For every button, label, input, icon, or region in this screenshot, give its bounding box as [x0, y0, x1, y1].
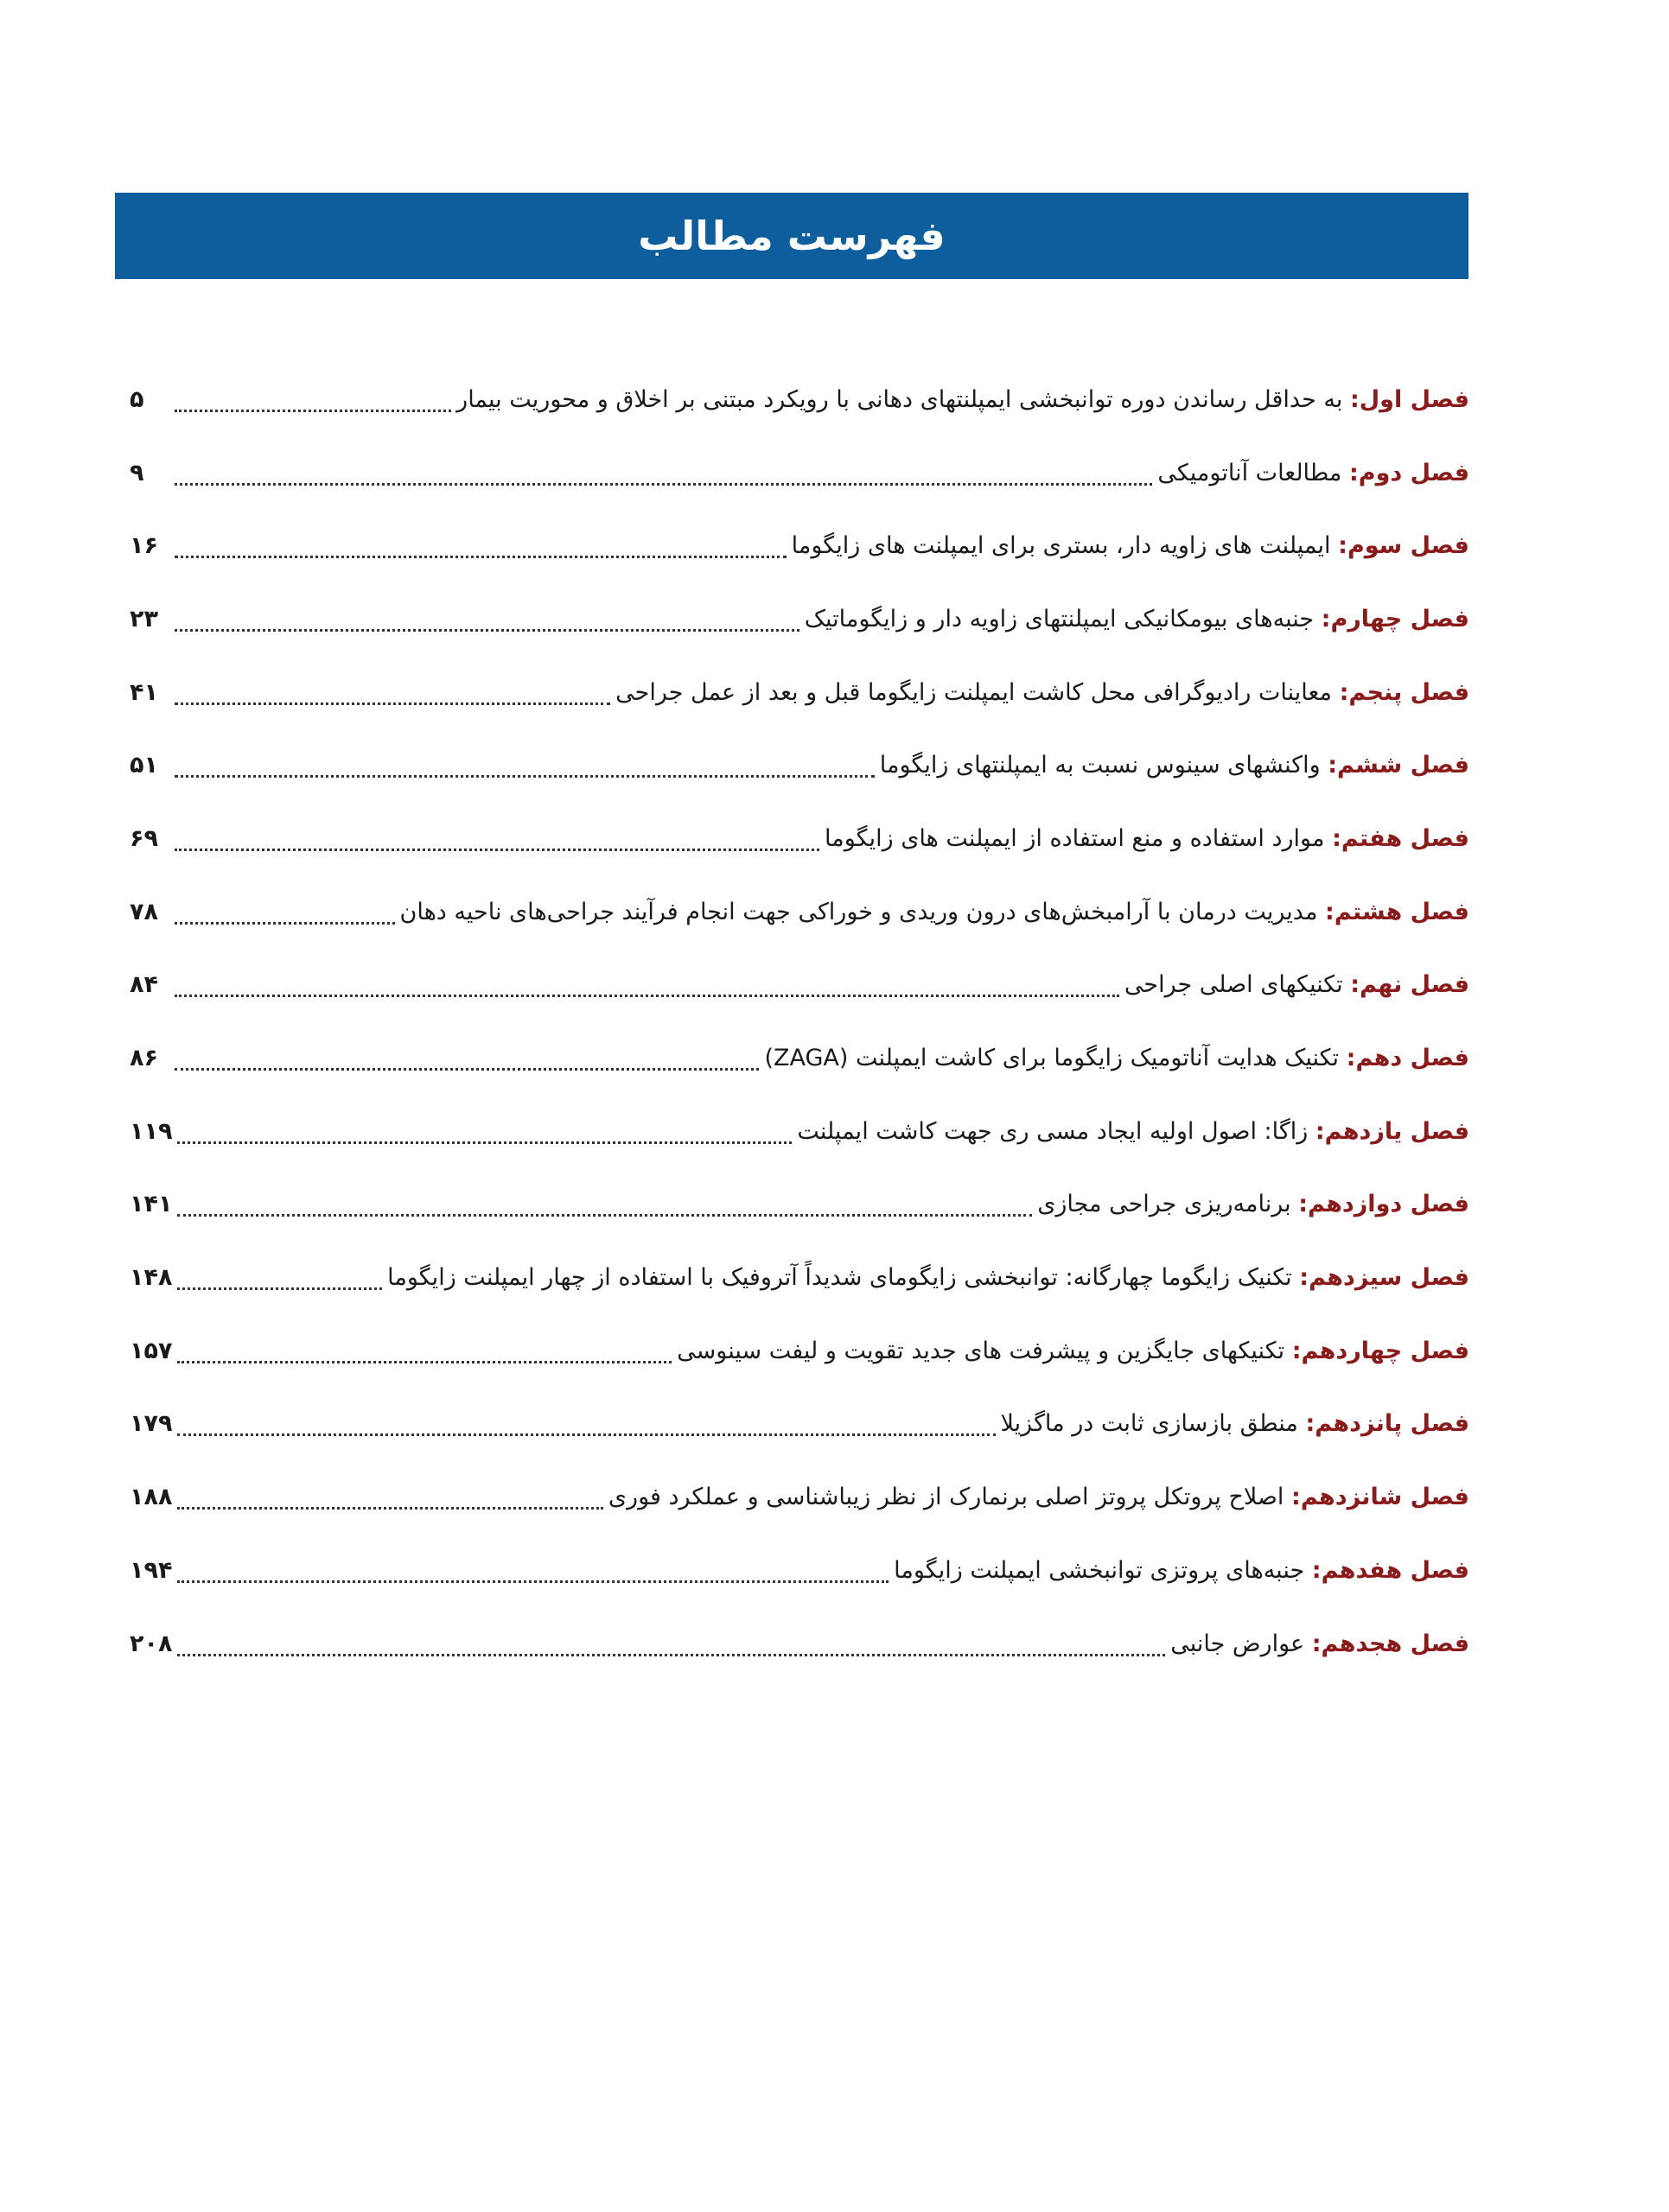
dot-leader: [175, 481, 1152, 486]
chapter-title: جنبه‌های بیومکانیکی ایمپلنتهای زاویه دار و زایگوماتیک: [804, 605, 1315, 632]
chapter-label: فصل سیزدهم:: [1299, 1264, 1469, 1292]
chapter-title: عوارض جانبی: [1170, 1630, 1305, 1657]
chapter-title: تکنیک هدایت آناتومیک زایگوما برای کاشت ایمپلنت (ZAGA): [764, 1045, 1340, 1072]
toc-entry-text: [387, 1264, 1469, 1291]
toc-page-number: ۱۹۴: [130, 1556, 173, 1584]
toc-entry[interactable]: [130, 509, 1469, 582]
toc-entry[interactable]: [130, 875, 1469, 949]
dot-leader: [177, 1432, 995, 1436]
chapter-title: تکنیکهای جایگزین و پیشرفت های جدید تقویت و لیفت سینوسی: [677, 1337, 1285, 1364]
toc-entry-text: [880, 752, 1469, 779]
dot-leader: [175, 847, 819, 851]
toc-entry-text: [615, 679, 1469, 706]
chapter-label: فصل چهارم:: [1321, 605, 1469, 632]
toc-page-number: ۸۴: [130, 971, 158, 999]
chapter-title: معاینات رادیوگرافی محل کاشت ایمپلنت زایگوما قبل و بعد از عمل جراحی: [615, 678, 1333, 706]
toc-page-number: ۹: [130, 459, 144, 486]
chapter-title: واکنشهای سینوس نسبت به ایمپلنتهای زایگوما: [879, 752, 1321, 779]
chapter-label: فصل سوم:: [1338, 532, 1469, 560]
chapter-label: فصل پانزدهم:: [1305, 1410, 1469, 1438]
dot-leader: [175, 1066, 759, 1071]
toc-entry[interactable]: [130, 582, 1469, 656]
toc-page-number: ۵: [130, 385, 144, 413]
toc-page-number: ۷۸: [130, 898, 158, 925]
dot-leader: [177, 1286, 382, 1290]
toc-entry[interactable]: [130, 949, 1469, 1022]
chapter-title: جنبه‌های پروتزی توانبخشی ایمپلنت زایگوما: [894, 1556, 1305, 1584]
chapter-label: فصل هفتم:: [1332, 824, 1469, 852]
dot-leader: [175, 920, 395, 925]
toc-page-number: ۱۶: [130, 532, 158, 560]
toc-entry-text: [400, 899, 1469, 925]
toc-entry[interactable]: [130, 1460, 1469, 1534]
toc-page-number: ۱۵۷: [130, 1337, 173, 1364]
toc-page-number: ۱۸۸: [130, 1484, 173, 1511]
chapter-label: فصل نهم:: [1350, 971, 1469, 999]
toc-entry-text: [805, 606, 1469, 632]
dot-leader: [177, 1140, 792, 1144]
toc-entry-text: [677, 1338, 1469, 1364]
toc-page-number: ۴۱: [130, 678, 158, 706]
toc-entry[interactable]: [130, 656, 1469, 729]
chapter-title: مدیریت درمان با آرامبخش‌های درون وریدی و خوراکی جهت انجام فرآیند جراحی‌های ناحیه دهان: [399, 898, 1318, 925]
dot-leader: [177, 1505, 602, 1510]
toc-entry-text: [825, 825, 1469, 852]
toc-entry-text: [797, 1118, 1469, 1145]
table-of-contents: [130, 363, 1469, 1680]
toc-entry[interactable]: [130, 1021, 1469, 1095]
toc-entry[interactable]: [130, 363, 1469, 436]
chapter-title: تکنیکهای اصلی جراحی: [1124, 971, 1343, 999]
toc-entry-text: [608, 1484, 1469, 1510]
dot-leader: [175, 408, 451, 412]
dot-leader: [175, 554, 787, 558]
toc-entry-text: [1124, 971, 1469, 998]
chapter-title: برنامه‌ریزی جراحی مجازی: [1037, 1191, 1291, 1218]
chapter-label: فصل دوم:: [1348, 459, 1469, 486]
chapter-label: فصل اول:: [1349, 385, 1469, 413]
dot-leader: [175, 993, 1119, 997]
chapter-label: فصل هشتم:: [1325, 898, 1469, 925]
chapter-label: فصل شانزدهم:: [1291, 1484, 1469, 1511]
chapter-label: فصل ششم:: [1328, 752, 1469, 779]
toc-page-number: ۶۹: [130, 824, 158, 852]
toc-entry-text: [1170, 1630, 1469, 1657]
page-title: فهرست مطالب: [638, 213, 946, 259]
chapter-title: موارد استفاده و منع استفاده از ایمپلنت های زایگوما: [825, 824, 1325, 852]
chapter-title: ایمپلنت های زاویه دار، بستری برای ایمپلنت های زایگوما: [791, 532, 1331, 560]
toc-entry[interactable]: [130, 1388, 1469, 1461]
toc-entry-text: [456, 386, 1469, 413]
chapter-label: فصل یازدهم:: [1315, 1117, 1469, 1145]
dot-leader: [177, 1359, 672, 1363]
toc-entry[interactable]: [130, 802, 1469, 875]
toc-entry[interactable]: [130, 1534, 1469, 1607]
chapter-label: فصل چهاردهم:: [1291, 1337, 1469, 1364]
toc-entry[interactable]: [130, 728, 1469, 802]
chapter-title: زاگا: اصول اولیه ایجاد مسی ری جهت کاشت ایمپلنت: [797, 1117, 1309, 1145]
toc-entry-text: [764, 1045, 1469, 1071]
toc-page-number: ۱۱۹: [130, 1117, 173, 1145]
chapter-label: فصل هفدهم:: [1311, 1556, 1469, 1584]
dot-leader: [177, 1579, 889, 1583]
toc-entry-text: [894, 1557, 1469, 1584]
chapter-label: فصل دهم:: [1346, 1045, 1469, 1072]
chapter-title: به حداقل رساندن دوره توانبخشی ایمپلنتهای دهانی با رویکرد مبتنی بر اخلاق و محوریت بیمار: [456, 385, 1343, 413]
chapter-title: مطالعات آناتومیکی: [1157, 459, 1342, 486]
toc-page-number: ۸۶: [130, 1045, 158, 1072]
toc-entry-text: [792, 532, 1469, 559]
dot-leader: [175, 773, 875, 778]
toc-entry[interactable]: [130, 1168, 1469, 1242]
chapter-title: منطق بازسازی ثابت در ماگزیلا: [1000, 1410, 1298, 1438]
toc-page-number: ۲۰۸: [130, 1630, 173, 1657]
chapter-title: اصلاح پروتکل پروتز اصلی برنمارک از نظر زیباشناسی و عملکرد فوری: [608, 1484, 1284, 1511]
chapter-label: فصل پنجم:: [1339, 678, 1469, 706]
toc-page-number: ۱۷۹: [130, 1410, 173, 1438]
toc-entry-text: [1037, 1191, 1469, 1217]
toc-entry[interactable]: [130, 436, 1469, 510]
dot-leader: [177, 1212, 1032, 1217]
toc-page-number: ۱۴۸: [130, 1264, 173, 1292]
toc-entry[interactable]: [130, 1241, 1469, 1314]
dot-leader: [175, 627, 799, 632]
toc-page-number: ۲۳: [130, 605, 158, 632]
toc-entry[interactable]: [130, 1095, 1469, 1168]
toc-page-number: ۵۱: [130, 752, 158, 779]
toc-entry-text: [1157, 460, 1469, 486]
chapter-label: فصل هجدهم:: [1311, 1630, 1469, 1657]
dot-leader: [177, 1652, 1165, 1656]
toc-page-number: ۱۴۱: [130, 1191, 173, 1218]
toc-entry-text: [1001, 1410, 1469, 1437]
dot-leader: [175, 701, 610, 705]
chapter-title: تکنیک زایگوما چهارگانه: توانبخشی زایگومای شدیداً آتروفیک با استفاده از چهار ایمپلنت زایگوما: [387, 1264, 1292, 1292]
toc-header-banner: [115, 193, 1468, 279]
chapter-label: فصل دوازدهم:: [1298, 1191, 1469, 1218]
toc-entry[interactable]: [130, 1607, 1469, 1681]
toc-entry[interactable]: [130, 1314, 1469, 1388]
